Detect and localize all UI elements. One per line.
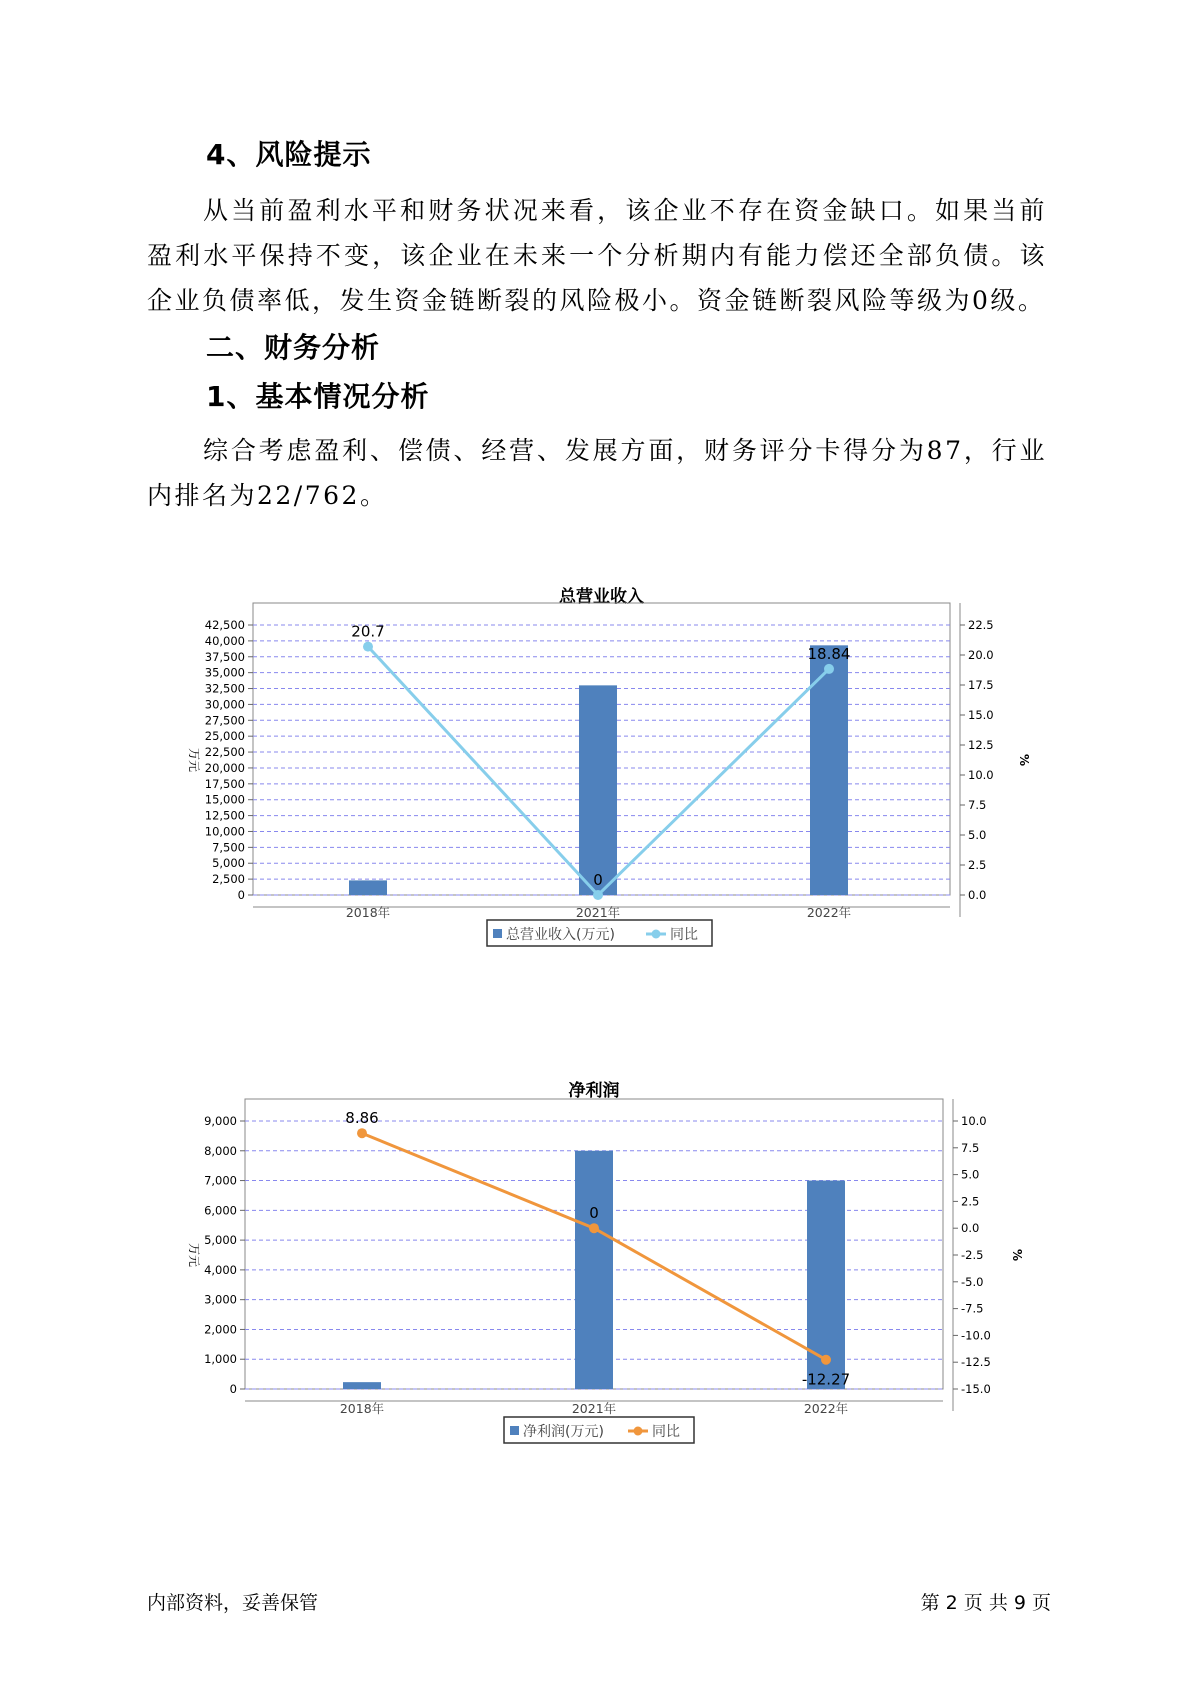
y2-tick-label: 0.0 xyxy=(968,888,987,902)
profit-chart xyxy=(0,1075,1191,1545)
y-tick-label: 5,000 xyxy=(204,1233,237,1248)
risk-paragraph: 从当前盈利水平和财务状况来看，该企业不存在资金缺口。如果当前盈利水平保持不变，该企业在未来一个分析期内有能力偿还全部负债。该企业负债率低，发生资金链断裂的风险极小。资金链断裂风险等级为0级。 xyxy=(147,196,1047,315)
y-tick-label: 0 xyxy=(229,1382,237,1396)
bar xyxy=(579,685,617,895)
basic-heading: 1、基本情况分析 xyxy=(206,380,430,413)
y2-axis-label: % xyxy=(1010,1248,1024,1262)
y-tick-label: 35,000 xyxy=(204,665,245,680)
y-tick-label: 27,500 xyxy=(204,713,245,728)
y2-tick-label: 17.5 xyxy=(968,678,994,692)
y-tick-label: 8,000 xyxy=(204,1143,237,1158)
y2-tick-label: 5.0 xyxy=(961,1167,980,1182)
x-tick-label: 2021年 xyxy=(571,1401,617,1416)
y-tick-label: 42,500 xyxy=(204,618,245,632)
chart-title: 总营业收入 xyxy=(559,587,644,607)
y-tick-label: 9,000 xyxy=(204,1114,237,1128)
y-tick-label: 1,000 xyxy=(204,1352,237,1367)
line-point xyxy=(821,1355,831,1365)
y-tick-label: 22,500 xyxy=(204,745,245,760)
y-tick-label: 4,000 xyxy=(204,1262,237,1277)
y-tick-label: 20,000 xyxy=(204,760,245,775)
bar xyxy=(343,1382,381,1389)
y2-tick-label: 15.0 xyxy=(968,708,994,722)
y2-axis-label: % xyxy=(1017,753,1031,767)
y-tick-label: 15,000 xyxy=(204,792,245,807)
data-label: 0 xyxy=(593,871,603,889)
data-label: 18.84 xyxy=(807,644,851,663)
y2-tick-label: -12.5 xyxy=(961,1355,991,1370)
y-tick-label: 40,000 xyxy=(204,633,245,648)
y-tick-label: 3,000 xyxy=(204,1292,237,1307)
x-tick-label: 2021年 xyxy=(575,905,621,920)
y-axis-label: 万元 xyxy=(187,747,201,773)
x-tick-label: 2018年 xyxy=(345,905,391,920)
risk-heading: 4、风险提示 xyxy=(206,138,372,171)
y-tick-label: 25,000 xyxy=(204,729,245,744)
y2-tick-label: 0.0 xyxy=(961,1221,980,1236)
line-point xyxy=(824,664,834,674)
data-label: 8.86 xyxy=(345,1109,379,1128)
chart-title: 净利润 xyxy=(568,1081,620,1101)
y2-tick-label: 2.5 xyxy=(968,858,987,872)
legend-swatch-point xyxy=(652,930,661,939)
y2-tick-label: 7.5 xyxy=(961,1140,980,1155)
bar xyxy=(349,880,387,895)
y-tick-label: 12,500 xyxy=(204,808,245,823)
y2-tick-label: 10.0 xyxy=(968,768,994,782)
basic-paragraph: 综合考虑盈利、偿债、经营、发展方面，财务评分卡得分为87，行业内排名为22/762。 xyxy=(147,436,1047,510)
y2-tick-label: -15.0 xyxy=(961,1382,991,1396)
y-tick-label: 7,000 xyxy=(204,1173,237,1188)
legend-label-line: 同比 xyxy=(652,1424,680,1440)
y2-tick-label: 7.5 xyxy=(968,798,987,812)
y-tick-label: 5,000 xyxy=(212,856,245,871)
legend-swatch-point xyxy=(634,1427,643,1436)
y-tick-label: 37,500 xyxy=(204,649,245,664)
line-point xyxy=(363,642,373,652)
y-tick-label: 2,000 xyxy=(204,1322,237,1337)
revenue-chart xyxy=(0,575,1191,1045)
y-tick-label: 2,500 xyxy=(212,872,245,887)
y-tick-label: 32,500 xyxy=(204,681,245,696)
y2-tick-label: -10.0 xyxy=(961,1328,991,1343)
y2-tick-label: 5.0 xyxy=(968,828,987,842)
y2-tick-label: 20.0 xyxy=(968,648,994,662)
data-label: -12.27 xyxy=(801,1370,851,1389)
y2-tick-label: 22.5 xyxy=(968,618,994,632)
y2-tick-label: -5.0 xyxy=(961,1274,984,1289)
line-point xyxy=(589,1223,599,1233)
y-tick-label: 30,000 xyxy=(204,697,245,712)
legend-label-bar: 净利润(万元) xyxy=(523,1424,604,1440)
line-point xyxy=(357,1128,367,1138)
legend-swatch-bar xyxy=(493,929,502,938)
y2-tick-label: -2.5 xyxy=(961,1248,984,1262)
y-tick-label: 7,500 xyxy=(212,840,245,855)
legend-swatch-bar xyxy=(510,1426,519,1435)
y2-tick-label: 10.0 xyxy=(961,1114,987,1128)
data-label: 0 xyxy=(589,1204,599,1223)
y-tick-label: 10,000 xyxy=(204,824,245,839)
y2-tick-label: 2.5 xyxy=(961,1194,980,1209)
y-tick-label: 0 xyxy=(237,888,245,902)
y2-tick-label: -7.5 xyxy=(961,1301,984,1316)
y-tick-label: 17,500 xyxy=(204,776,245,791)
x-tick-label: 2018年 xyxy=(339,1401,385,1416)
data-label: 20.7 xyxy=(351,622,385,641)
x-tick-label: 2022年 xyxy=(803,1401,849,1416)
legend-label-bar: 总营业收入(万元) xyxy=(506,927,615,943)
legend-label-line: 同比 xyxy=(670,927,698,943)
finance-heading: 二、财务分析 xyxy=(206,331,381,364)
bar xyxy=(575,1151,613,1389)
y-tick-label: 6,000 xyxy=(204,1203,237,1218)
footer-confidential: 内部资料，妥善保管 xyxy=(147,1592,319,1614)
line-point xyxy=(593,890,603,900)
y2-tick-label: 12.5 xyxy=(968,738,994,752)
x-tick-label: 2022年 xyxy=(806,905,852,920)
y-axis-label: 万元 xyxy=(187,1242,201,1268)
footer-page-number: 第 2 页 共 9 页 xyxy=(920,1592,1051,1614)
